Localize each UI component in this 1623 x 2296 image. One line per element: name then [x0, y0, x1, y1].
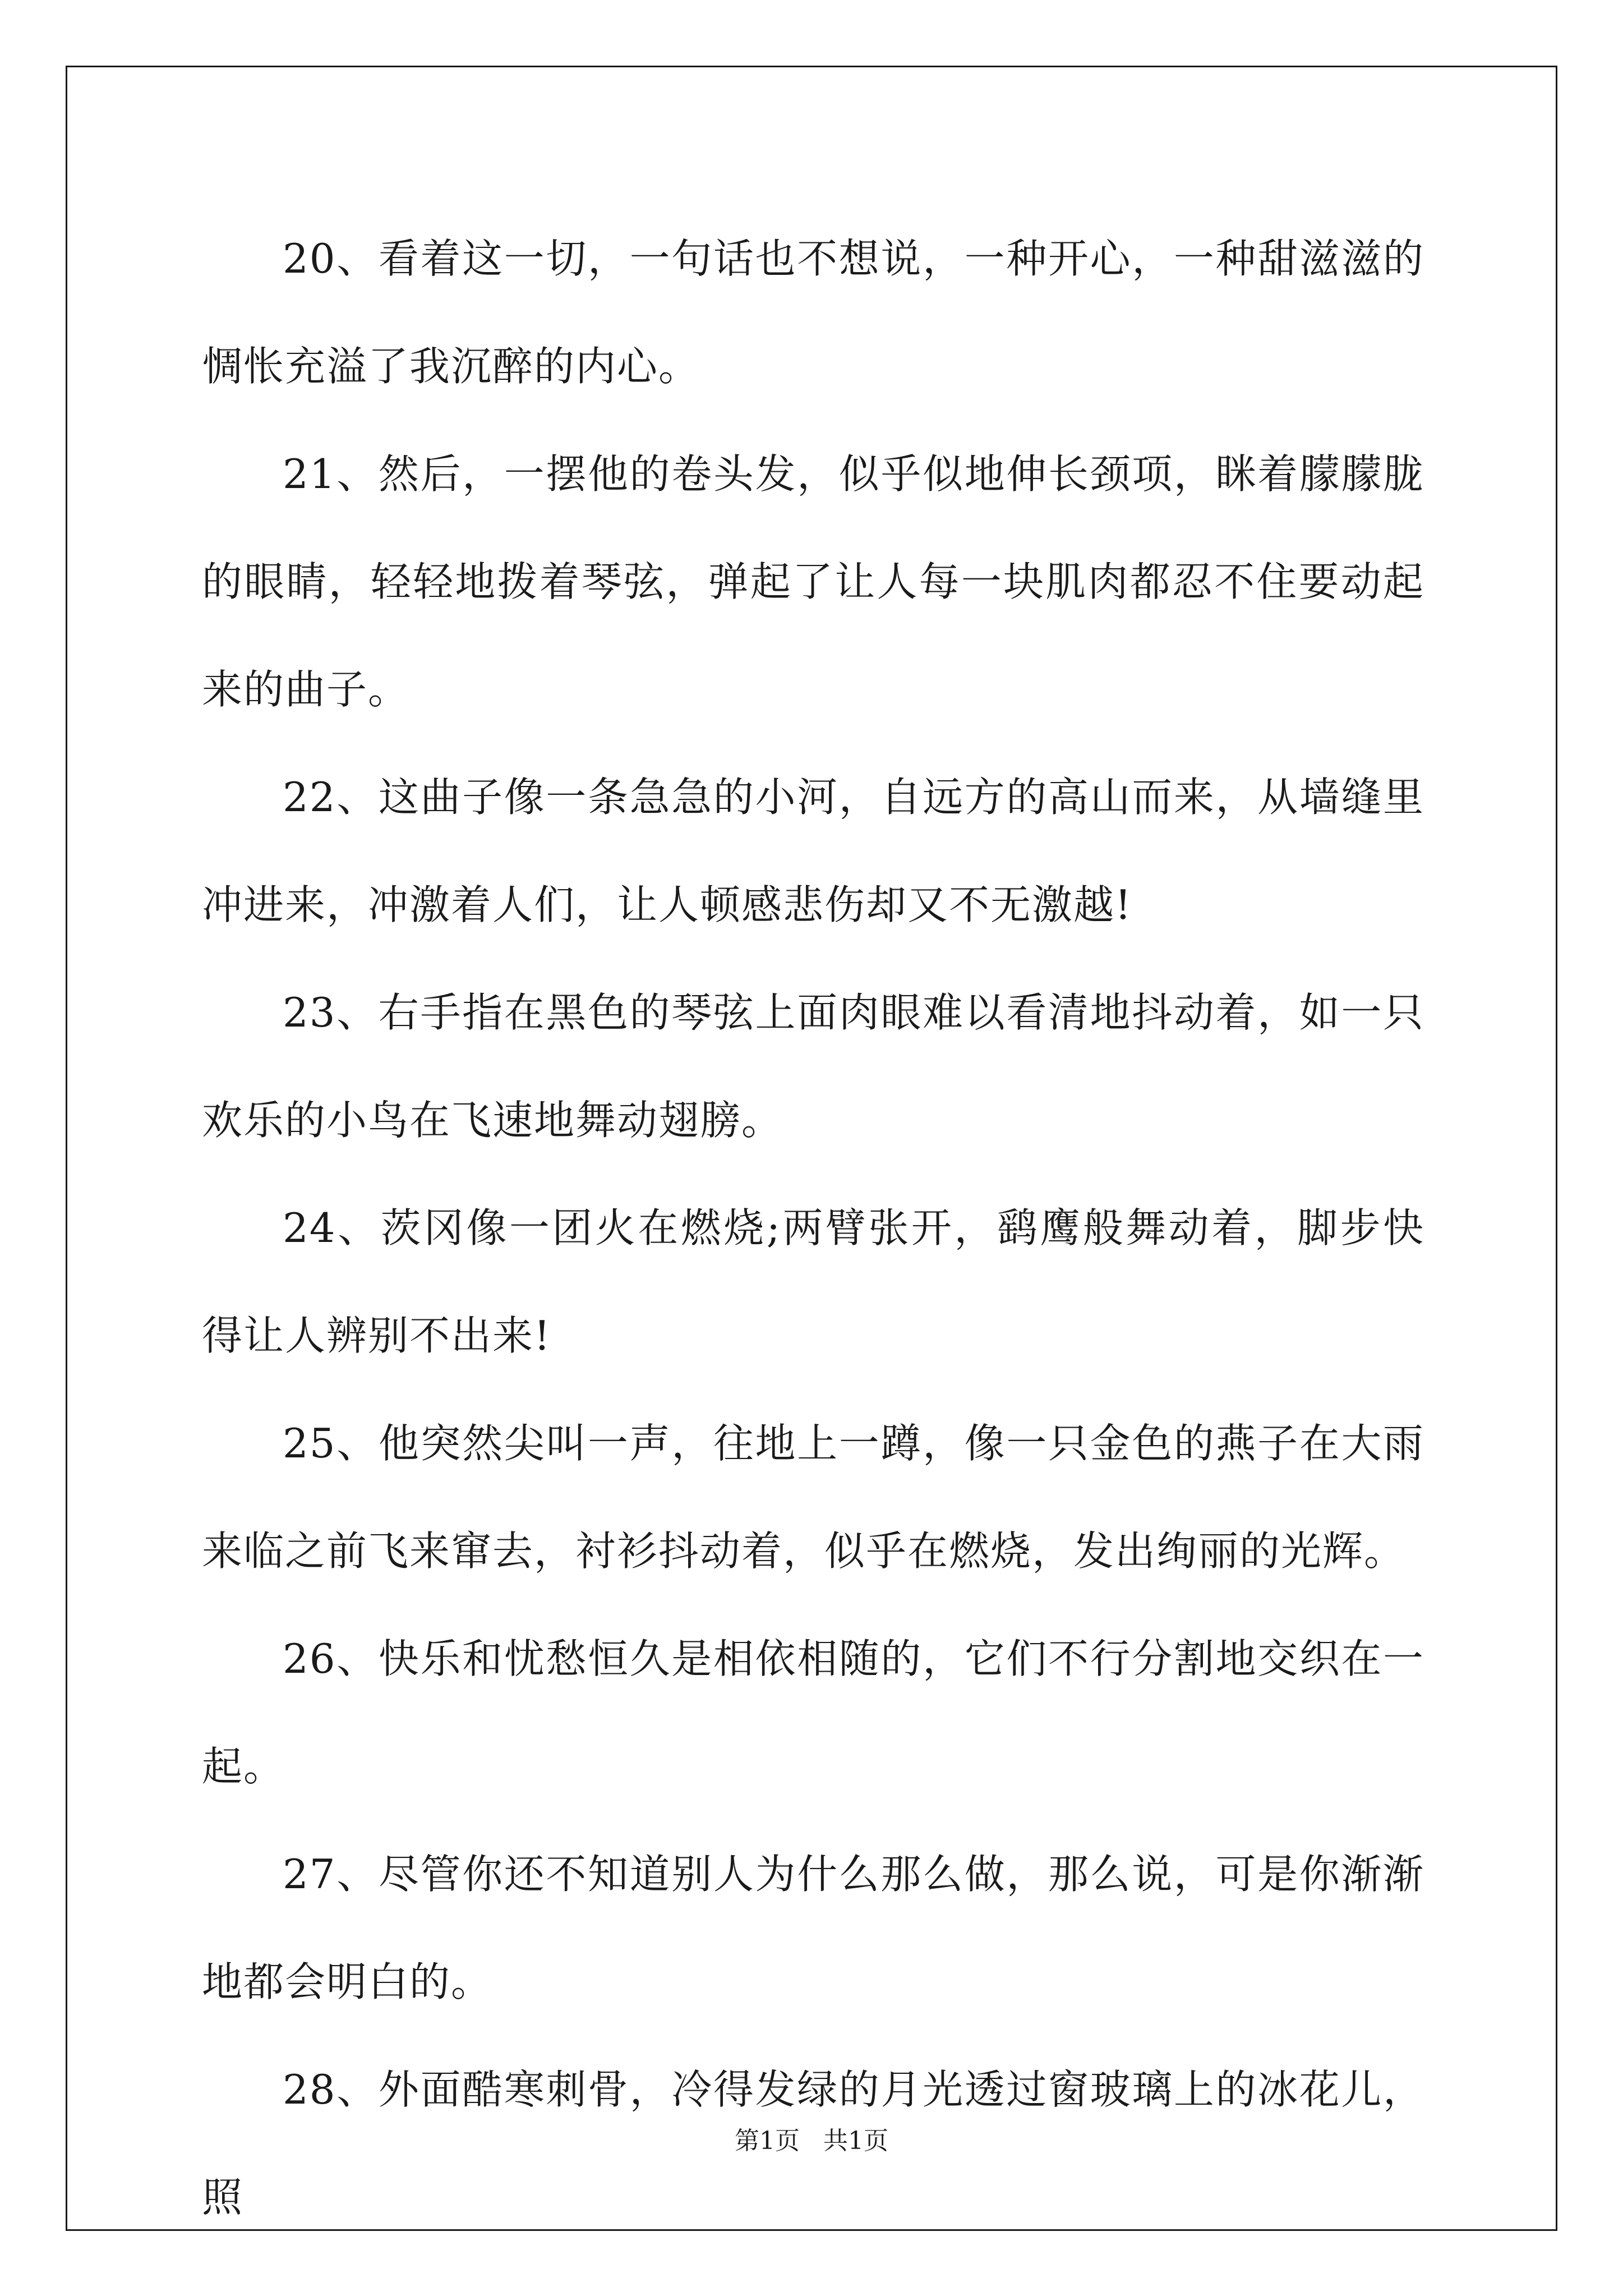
- document-body: [202, 205, 1424, 2251]
- paragraph-20: 20、看着这一切，一句话也不想说，一种开心，一种甜滋滋的惆怅充溢了我沉醉的内心。: [202, 235, 1424, 390]
- paragraph-26: 26、快乐和忧愁恒久是相依相随的，它们不行分割地交织在一起。: [202, 1635, 1424, 1790]
- paragraph-22: 22、这曲子像一条急急的小河，自远方的高山而来，从墙缝里冲进来，冲激着人们，让人顿感悲伤却又不无激越!: [202, 774, 1424, 928]
- paragraph-25: 25、他突然尖叫一声，往地上一蹲，像一只金色的燕子在大雨来临之前飞来窜去，衬衫抖动着，似乎在燃烧，发出绚丽的光辉。: [202, 1420, 1424, 1575]
- page-number-total: 共1页: [823, 2127, 888, 2155]
- paragraph-24: 24、茨冈像一团火在燃烧;两臂张开，鹞鹰般舞动着，脚步快得让人辨别不出来!: [202, 1204, 1424, 1359]
- paragraph-28: 28、外面酷寒刺骨，冷得发绿的月光透过窗玻璃上的冰花儿，照: [202, 2066, 1424, 2221]
- paragraph-23: 23、右手指在黑色的琴弦上面肉眼难以看清地抖动着，如一只欢乐的小鸟在飞速地舞动翅膀。: [202, 989, 1424, 1144]
- page-number-current: 第1页: [735, 2127, 800, 2155]
- paragraph-27: 27、尽管你还不知道别人为什么那么做，那么说，可是你渐渐地都会明白的。: [202, 1851, 1424, 2005]
- page-footer: [0, 2120, 1623, 2156]
- paragraph-21: 21、然后，一摆他的卷头发，似乎似地伸长颈项，眯着朦朦胧的眼睛，轻轻地拨着琴弦，弹起了让人每一块肌肉都忍不住要动起来的曲子。: [202, 450, 1424, 713]
